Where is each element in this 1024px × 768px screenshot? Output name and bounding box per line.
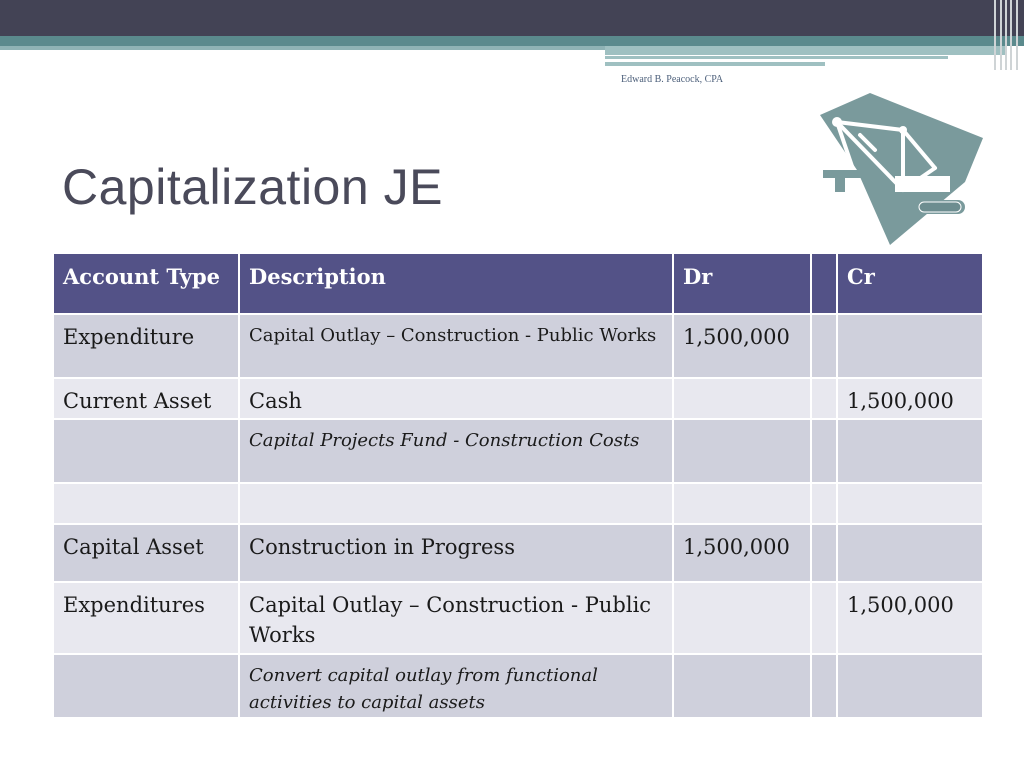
cell-blank: [811, 524, 837, 582]
cell-cr: [837, 483, 983, 524]
cell-blank: [811, 654, 837, 718]
cell-cr: [837, 419, 983, 483]
accent-stripe: [605, 56, 948, 59]
accent-stripe: [0, 46, 605, 50]
cell-account-type: Expenditure: [53, 314, 239, 378]
cell-blank: [811, 314, 837, 378]
cell-account-type: Expenditures: [53, 582, 239, 654]
top-bar: [0, 0, 1024, 36]
cell-dr: 1,500,000: [673, 524, 811, 582]
cell-account-type: [53, 654, 239, 718]
table-row: [53, 524, 983, 582]
cell-dr: 1,500,000: [673, 314, 811, 378]
column-header-account-type: Account Type: [53, 253, 239, 314]
decorative-lines: [990, 0, 1024, 70]
cell-description: Convert capital outlay from functional activities to capital assets: [239, 654, 673, 718]
accent-stripe: [0, 36, 1024, 46]
table-row: [53, 378, 983, 419]
cell-dr: [673, 582, 811, 654]
accent-stripe: [605, 62, 825, 66]
cell-dr: [673, 419, 811, 483]
cell-account-type: Capital Asset: [53, 524, 239, 582]
accent-stripe: [605, 46, 1005, 55]
dragline-crane-icon: [815, 90, 985, 250]
cell-cr: 1,500,000: [837, 582, 983, 654]
cell-description: Capital Outlay – Construction - Public Works: [239, 314, 673, 378]
table-row: [53, 483, 983, 524]
cell-account-type: Current Asset: [53, 378, 239, 419]
journal-entry-table: [52, 252, 984, 719]
cell-description: Cash: [239, 378, 673, 419]
cell-dr: [673, 654, 811, 718]
cell-account-type: [53, 483, 239, 524]
table-row: [53, 314, 983, 378]
slide-title: Capitalization JE: [62, 159, 443, 215]
cell-blank: [811, 582, 837, 654]
author-label: Edward B. Peacock, CPA: [621, 74, 724, 85]
column-header-dr: Dr: [673, 253, 811, 314]
cell-blank: [811, 483, 837, 524]
cell-account-type: [53, 419, 239, 483]
column-header-blank: [811, 253, 837, 314]
cell-description: Capital Outlay – Construction - Public Works: [239, 582, 673, 654]
table-row: [53, 419, 983, 483]
cell-dr: [673, 483, 811, 524]
table-header-row: [53, 253, 983, 314]
table-row: [53, 582, 983, 654]
cell-cr: [837, 654, 983, 718]
cell-cr: [837, 524, 983, 582]
cell-blank: [811, 378, 837, 419]
cell-description: Construction in Progress: [239, 524, 673, 582]
cell-description: [239, 483, 673, 524]
table-row: [53, 654, 983, 718]
cell-description: Capital Projects Fund - Construction Costs: [239, 419, 673, 483]
column-header-cr: Cr: [837, 253, 983, 314]
cell-blank: [811, 419, 837, 483]
cell-cr: 1,500,000: [837, 378, 983, 419]
cell-dr: [673, 378, 811, 419]
column-header-description: Description: [239, 253, 673, 314]
cell-cr: [837, 314, 983, 378]
